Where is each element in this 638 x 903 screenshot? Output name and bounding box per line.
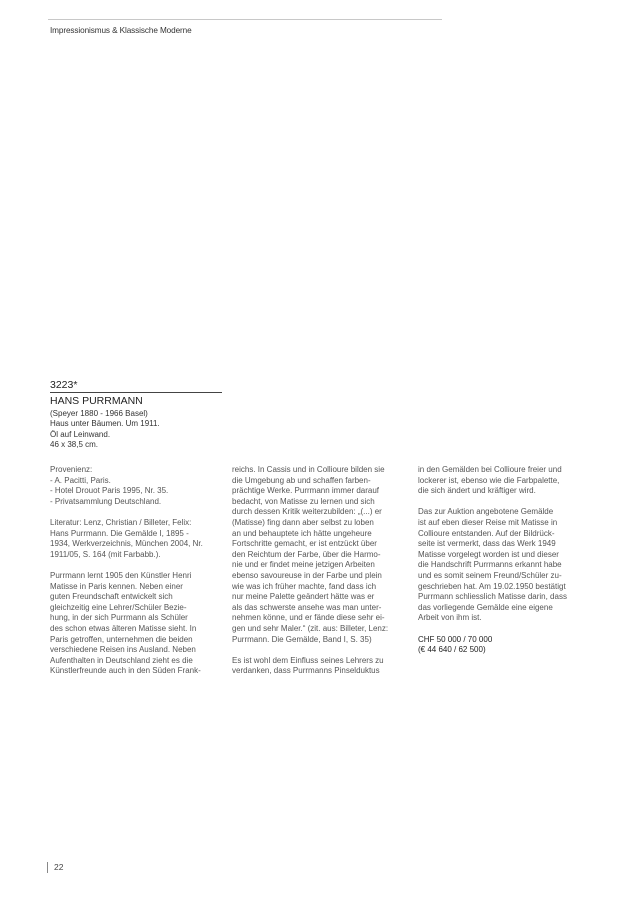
essay-line: die Handschrift Purrmanns erkannt habe [418, 560, 562, 570]
essay-line: Das zur Auktion angebotene Gemälde [418, 507, 554, 517]
page-number-bar [47, 862, 48, 873]
text-column-2 [232, 465, 408, 677]
essay-line: lockerer ist, ebenso wie die Farbpalette, [418, 475, 560, 485]
essay-line: ist auf eben dieser Reise mit Matisse in [418, 517, 558, 527]
artist-name: HANS PURRMANN [50, 395, 143, 407]
essay-line: gen und sehr Maler.“ (zit. aus: Billeter, Lenz: [232, 623, 389, 633]
essay-line: prächtige Werke. Purrmann immer darauf [232, 486, 380, 496]
provenance-line: Provenienz: [50, 465, 93, 474]
essay-line: den Reichtum der Farbe, über die Harmo- [232, 549, 381, 559]
essay-line: geschrieben hat. Am 19.02.1950 bestätigt [418, 581, 566, 591]
section-title: Impressionismus & Klassische Moderne [50, 26, 192, 35]
literature-line: Hans Purrmann. Die Gemälde I, 1895 - [50, 528, 189, 538]
essay-line: Matisse in Paris kennen. Neben einer [50, 581, 183, 591]
essay-line: Collioure entstanden. Auf der Bildrück- [418, 528, 555, 538]
essay-line: guten Freundschaft entwickelt sich [50, 592, 173, 602]
header-rule [48, 19, 442, 20]
essay-paragraph [232, 656, 408, 677]
artwork-dimensions: 46 x 38,5 cm. [50, 439, 99, 449]
literature-line: Literatur: Lenz, Christian / Billeter, Felix: [50, 517, 192, 527]
provenance-line: - A. Pacitti, Paris. [50, 475, 111, 485]
text-column-1 [50, 465, 222, 677]
essay-line: an und behauptete ich hätte ungeheure [232, 528, 372, 538]
artist-dates: (Speyer 1880 - 1966 Basel) [50, 409, 148, 418]
essay-line: durch dessen Kritik weiterzubilden: „(...) er [232, 507, 382, 517]
essay-line: verschiedene Reisen ins Ausland. Neben [50, 645, 196, 655]
essay-line: das vorliegende Gemälde eine eigene [418, 602, 553, 612]
estimate-chf: CHF 50 000 / 70 000 [418, 634, 493, 644]
essay-line: Künstlerfreunde auch in den Süden Frank- [50, 666, 201, 676]
essay-line: verdanken, dass Purrmanns Pinselduktus [232, 666, 380, 676]
essay-line: des schon etwas älteren Matisse sieht. In [50, 623, 197, 633]
essay-line: nie und er findet meine jetzigen Arbeiten [232, 560, 375, 570]
essay-line: Purrmann. Die Gemälde, Band I, S. 35) [232, 634, 372, 644]
essay-line: Matisse vorgelegt worden ist und dieser [418, 549, 559, 559]
literature-block [50, 518, 222, 560]
essay-paragraph [418, 465, 590, 497]
essay-line: Fortschritte gemacht, er ist entzückt über [232, 539, 377, 549]
essay-line: (Matisse) fing dann aber selbst zu loben [232, 517, 374, 527]
estimate-eur: (€ 44 640 / 62 500) [418, 645, 486, 655]
essay-line: reichs. In Cassis und in Collioure bilden sie [232, 465, 385, 474]
essay-line: nehmen könne, und er fände diese sehr ei- [232, 613, 385, 623]
artwork-medium: Öl auf Leinwand. [50, 429, 111, 439]
essay-line: die Umgebung ab und schaffen farben- [232, 475, 371, 485]
estimate-block [418, 635, 590, 656]
provenance-line: - Hotel Drouot Paris 1995, Nr. 35. [50, 486, 169, 496]
literature-line: 1934, Werkverzeichnis, München 2004, Nr. [50, 539, 203, 549]
essay-line: und es somit seinem Freund/Schüler zu- [418, 570, 562, 580]
essay-line: Purrmann schliesslich Matisse darin, dass [418, 592, 567, 602]
essay-line: in den Gemälden bei Collioure freier und [418, 465, 562, 474]
essay-line: nur meine Palette geändert hätte was er [232, 592, 375, 602]
essay-line: als das schwerste ansehe was man unter- [232, 602, 382, 612]
essay-paragraph [50, 571, 222, 677]
page-number: 22 [54, 862, 64, 872]
essay-line: Aufenthalten in Deutschland zieht es die [50, 655, 193, 665]
essay-line: Purrmann lernt 1905 den Künstler Henri [50, 570, 192, 580]
lot-number: 3223* [50, 379, 78, 391]
essay-line: Es ist wohl dem Einfluss seines Lehrers zu [232, 655, 384, 665]
essay-paragraph [418, 507, 590, 624]
lot-divider [50, 392, 222, 393]
essay-line: Paris getroffen, unternehmen die beiden [50, 634, 193, 644]
provenance-block [50, 465, 222, 507]
text-column-3 [418, 465, 590, 656]
essay-line: seite ist vermerkt, dass das Werk 1949 [418, 539, 556, 549]
essay-line: gleichzeitig eine Lehrer/Schüler Bezie- [50, 602, 187, 612]
lot-heading [50, 379, 222, 450]
provenance-line: - Privatsammlung Deutschland. [50, 496, 162, 506]
artwork-title: Haus unter Bäumen. Um 1911. [50, 419, 160, 429]
essay-line: Arbeit von ihm ist. [418, 613, 482, 623]
essay-line: ebenso savoureuse in der Farbe und plein [232, 570, 382, 580]
essay-line: wie was ich früher machte, fand dass ich [232, 581, 377, 591]
literature-line: 1911/05, S. 164 (mit Farbabb.). [50, 549, 161, 559]
essay-line: hung, in der sich Purrmann als Schüler [50, 613, 188, 623]
essay-line: die sich ändert und kräftiger wird. [418, 486, 536, 496]
essay-line: bedacht, von Matisse zu lernen und sich [232, 496, 375, 506]
essay-paragraph [232, 465, 408, 645]
